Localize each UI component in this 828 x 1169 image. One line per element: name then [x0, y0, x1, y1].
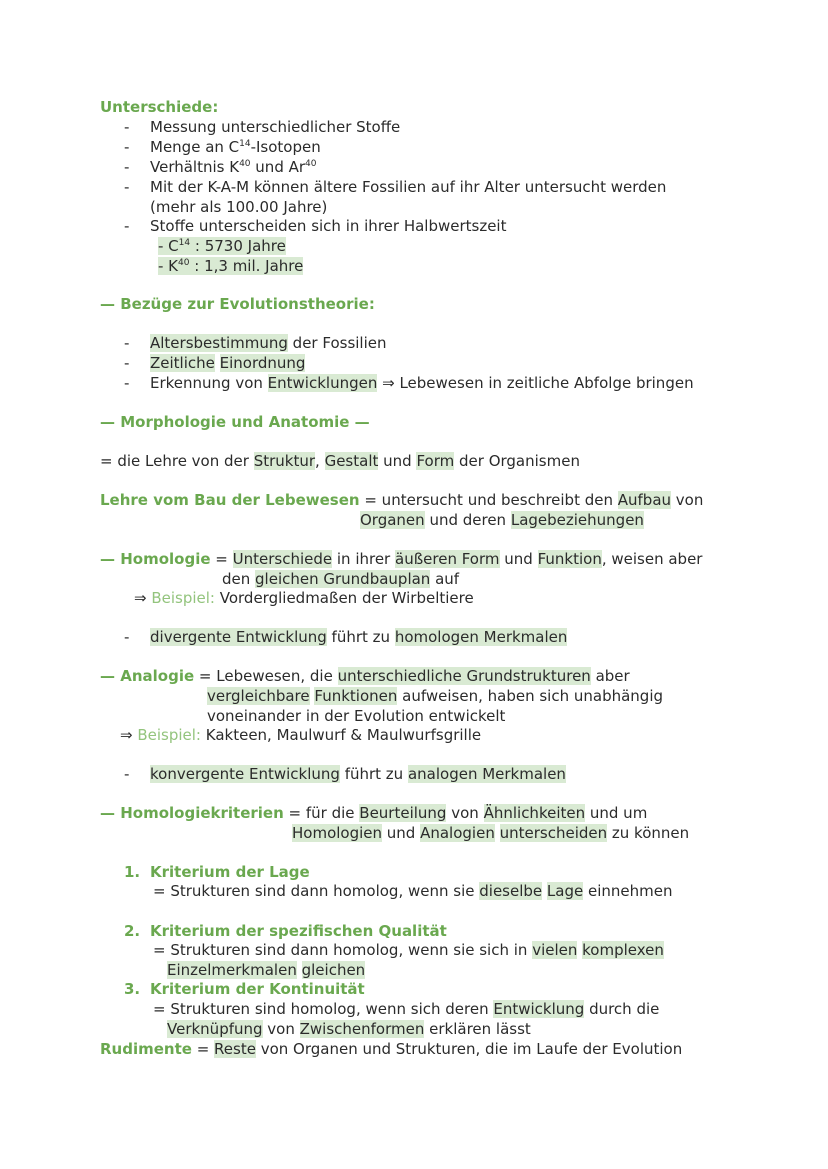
definition-homologie: — Homologie = Unterschiede in ihrer äußeren Form und Funktion, weisen aber — [100, 550, 703, 568]
sub-item: - $K^{40}$ : 1,3 mil. Jahre — [158, 257, 304, 275]
criterion-text: = Strukturen sind dann homolog, wenn sie dieselbe Lage einnehmen — [153, 882, 673, 900]
criterion-text-cont: Verknüpfung von Zwischenformen erklären lässt — [167, 1020, 531, 1038]
definition-kriterien-cont: Homologien und Analogien unterscheiden zu können — [292, 824, 690, 842]
list-item: Verhältnis $K^{40}$ und Ar$^{40}$ — [150, 158, 317, 176]
list-item: konvergente Entwicklung führt zu analogen Merkmalen — [150, 765, 566, 783]
definition-lehre-cont: Organen und deren Lagebeziehungen — [360, 511, 644, 529]
definition-analogie-cont: voneinander in der Evolution entwickelt — [207, 707, 506, 725]
list-item: Erkennung von Entwicklungen ⇒ Lebewesen in zeitliche Abfolge bringen — [150, 374, 694, 392]
list-item: Mit der K-A-M können ältere Fossilien auf ihr Alter untersucht werden — [150, 178, 667, 196]
criterion-text: = Strukturen sind dann homolog, wenn sie sich in vielen komplexen — [153, 941, 664, 959]
bullet-dash: - — [124, 354, 130, 372]
definition-analogie: — Analogie = Lebewesen, die unterschiedliche Grundstrukturen aber — [100, 667, 630, 685]
list-item: divergente Entwicklung führt zu homologen Merkmalen — [150, 628, 568, 646]
criterion-number: 1. — [124, 863, 141, 881]
list-item-continuation: (mehr als 100.00 Jahre) — [150, 198, 328, 216]
definition-rudimente: Rudimente = Reste von Organen und Strukturen, die im Laufe der Evolution — [100, 1040, 683, 1058]
criterion-text-cont: Einzelmerkmalen gleichen — [167, 961, 366, 979]
bullet-dash: - — [124, 628, 130, 646]
criterion-title: Kriterium der spezifischen Qualität — [150, 922, 447, 940]
list-item: Stoffe unterscheiden sich in ihrer Halbwertszeit — [150, 217, 507, 235]
definition: = die Lehre von der Struktur, Gestalt und Form der Organismen — [100, 452, 580, 470]
criterion-text: = Strukturen sind homolog, wenn sich deren Entwicklung durch die — [153, 1000, 660, 1018]
heading-morphologie: — Morphologie und Anatomie — — [100, 413, 370, 431]
bullet-dash: - — [124, 765, 130, 783]
criterion-title: Kriterium der Kontinuität — [150, 980, 365, 998]
criterion-number: 3. — [124, 980, 141, 998]
bullet-dash: - — [124, 374, 130, 392]
list-item: Zeitliche Einordnung — [150, 354, 306, 372]
bullet-dash: - — [124, 138, 130, 156]
beispiel-homologie: ⇒ Beispiel: Vordergliedmaßen der Wirbeltiere — [134, 589, 474, 607]
definition-analogie-cont: vergleichbare Funktionen aufweisen, haben sich unabhängig — [207, 687, 664, 705]
list-item: Messung unterschiedlicher Stoffe — [150, 118, 401, 136]
definition-kriterien: — Homologiekriterien = für die Beurteilung von Ähnlichkeiten und um — [100, 804, 648, 822]
heading-unterschiede: Unterschiede: — [100, 98, 219, 116]
definition-homologie-cont: den gleichen Grundbauplan auf — [222, 570, 460, 588]
bullet-dash: - — [124, 158, 130, 176]
heading-bezuege: — Bezüge zur Evolutionstheorie: — [100, 295, 375, 313]
criterion-title: Kriterium der Lage — [150, 863, 310, 881]
list-item: Altersbestimmung der Fossilien — [150, 334, 387, 352]
bullet-dash: - — [124, 217, 130, 235]
list-item: Menge an $C^{14}$-Isotopen — [150, 138, 321, 156]
criterion-number: 2. — [124, 922, 141, 940]
sub-item: - $C^{14}$ : 5730 Jahre — [158, 237, 286, 255]
bullet-dash: - — [124, 118, 130, 136]
bullet-dash: - — [124, 178, 130, 196]
beispiel-analogie: ⇒ Beispiel: Kakteen, Maulwurf & Maulwurfsgrille — [120, 726, 482, 744]
definition-lehre: Lehre vom Bau der Lebewesen = untersucht und beschreibt den Aufbau von — [100, 491, 704, 509]
bullet-dash: - — [124, 334, 130, 352]
